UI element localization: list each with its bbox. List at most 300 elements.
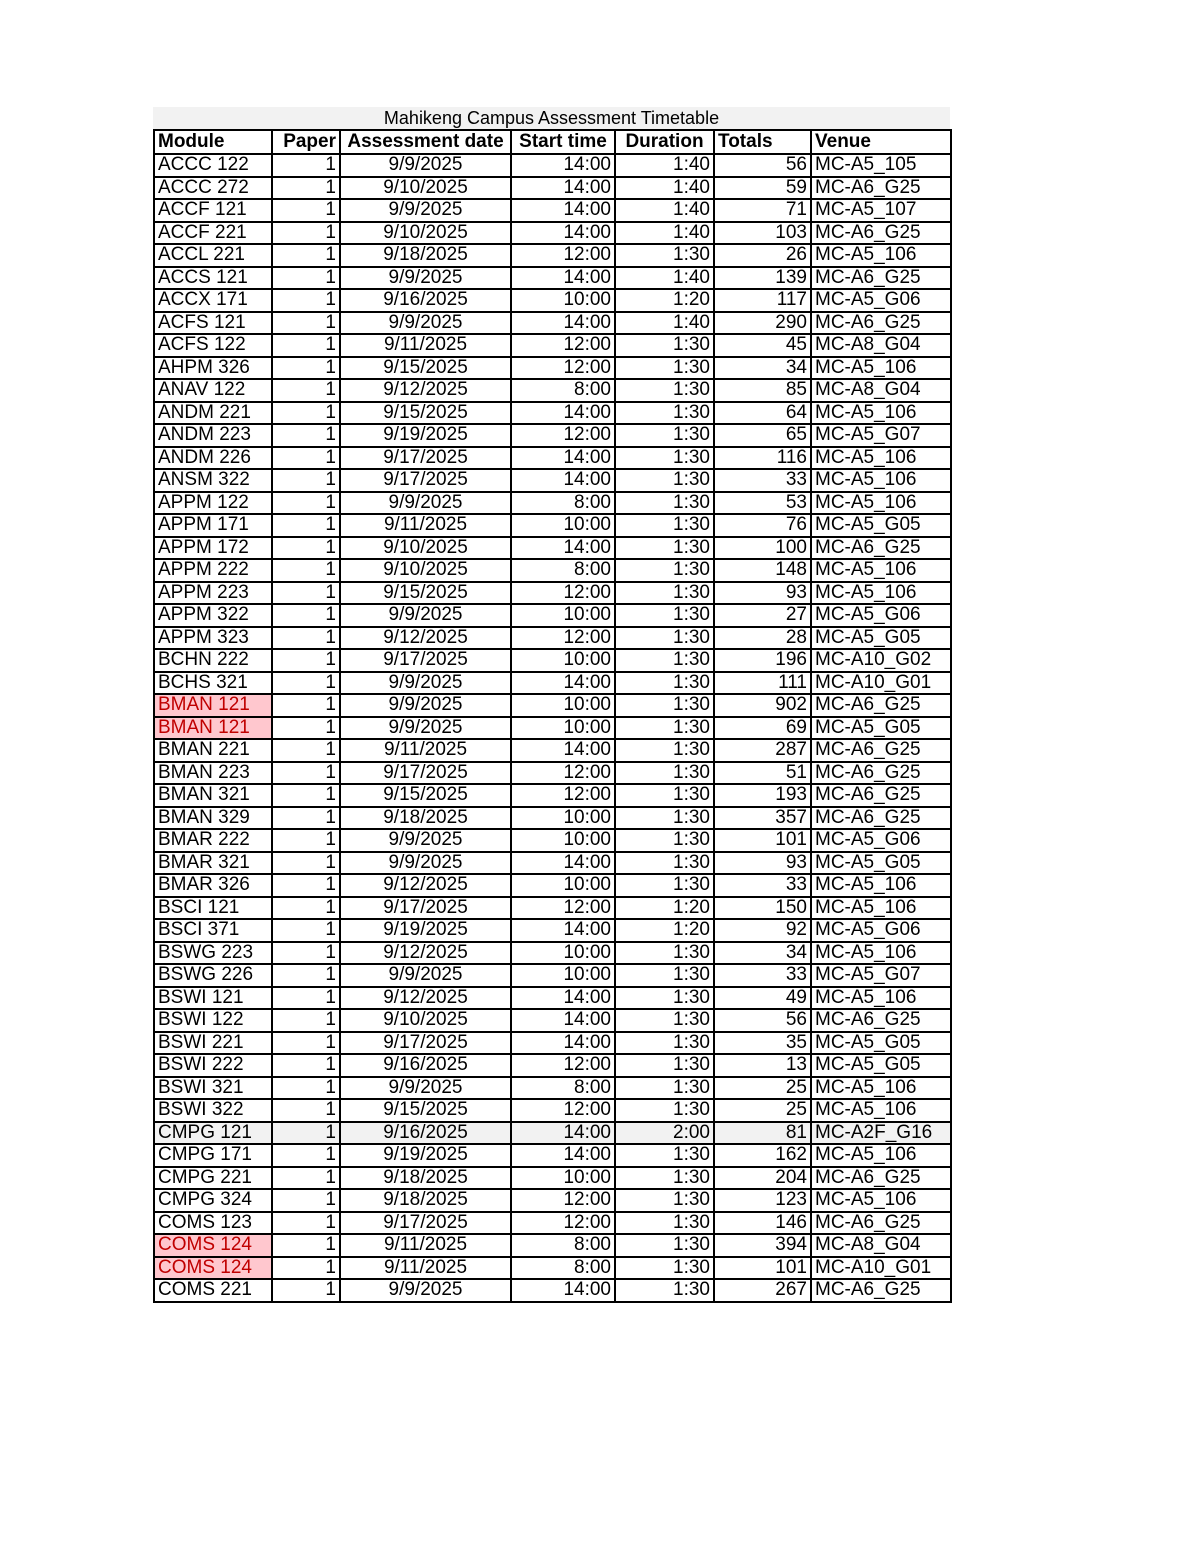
cell-start-time: 14:00 bbox=[511, 402, 615, 425]
cell-paper: 1 bbox=[272, 154, 340, 177]
cell-module: COMS 124 bbox=[154, 1234, 272, 1257]
cell-totals: 81 bbox=[714, 1122, 811, 1145]
cell-start-time: 12:00 bbox=[511, 1189, 615, 1212]
cell-paper: 1 bbox=[272, 919, 340, 942]
cell-module: BMAN 121 bbox=[154, 717, 272, 740]
cell-assessment-date: 9/12/2025 bbox=[340, 942, 511, 965]
cell-duration: 1:30 bbox=[615, 514, 714, 537]
cell-module: APPM 171 bbox=[154, 514, 272, 537]
cell-start-time: 8:00 bbox=[511, 1257, 615, 1280]
cell-duration: 2:00 bbox=[615, 1122, 714, 1145]
cell-totals: 162 bbox=[714, 1144, 811, 1167]
cell-module: BSWG 223 bbox=[154, 942, 272, 965]
cell-assessment-date: 9/12/2025 bbox=[340, 987, 511, 1010]
cell-duration: 1:30 bbox=[615, 604, 714, 627]
cell-totals: 196 bbox=[714, 649, 811, 672]
cell-venue: MC-A5_106 bbox=[811, 244, 951, 267]
cell-start-time: 12:00 bbox=[511, 582, 615, 605]
cell-totals: 267 bbox=[714, 1279, 811, 1302]
cell-duration: 1:30 bbox=[615, 694, 714, 717]
cell-totals: 33 bbox=[714, 874, 811, 897]
cell-venue: MC-A5_G05 bbox=[811, 514, 951, 537]
cell-venue: MC-A5_106 bbox=[811, 987, 951, 1010]
cell-paper: 1 bbox=[272, 1009, 340, 1032]
cell-start-time: 14:00 bbox=[511, 154, 615, 177]
cell-totals: 28 bbox=[714, 627, 811, 650]
cell-venue: MC-A6_G25 bbox=[811, 1167, 951, 1190]
table-row bbox=[154, 762, 951, 785]
cell-module: BMAN 121 bbox=[154, 694, 272, 717]
cell-duration: 1:30 bbox=[615, 852, 714, 875]
table-row bbox=[154, 829, 951, 852]
cell-start-time: 14:00 bbox=[511, 447, 615, 470]
column-header-assessment-date: Assessment date bbox=[340, 130, 511, 154]
cell-module: BMAR 321 bbox=[154, 852, 272, 875]
cell-paper: 1 bbox=[272, 222, 340, 245]
cell-module: COMS 124 bbox=[154, 1257, 272, 1280]
cell-venue: MC-A8_G04 bbox=[811, 1234, 951, 1257]
cell-totals: 139 bbox=[714, 267, 811, 290]
cell-paper: 1 bbox=[272, 964, 340, 987]
cell-start-time: 14:00 bbox=[511, 312, 615, 335]
cell-assessment-date: 9/19/2025 bbox=[340, 1144, 511, 1167]
table-row bbox=[154, 1077, 951, 1100]
cell-module: ANDM 221 bbox=[154, 402, 272, 425]
cell-duration: 1:30 bbox=[615, 739, 714, 762]
cell-paper: 1 bbox=[272, 1054, 340, 1077]
cell-venue: MC-A5_G06 bbox=[811, 289, 951, 312]
timetable-sheet bbox=[153, 107, 950, 1303]
cell-venue: MC-A5_106 bbox=[811, 1077, 951, 1100]
cell-module: APPM 223 bbox=[154, 582, 272, 605]
table-row bbox=[154, 514, 951, 537]
cell-assessment-date: 9/9/2025 bbox=[340, 852, 511, 875]
cell-duration: 1:30 bbox=[615, 1054, 714, 1077]
cell-venue: MC-A8_G04 bbox=[811, 379, 951, 402]
cell-start-time: 14:00 bbox=[511, 852, 615, 875]
cell-duration: 1:30 bbox=[615, 1077, 714, 1100]
cell-start-time: 12:00 bbox=[511, 357, 615, 380]
cell-duration: 1:30 bbox=[615, 649, 714, 672]
cell-totals: 71 bbox=[714, 199, 811, 222]
cell-venue: MC-A5_106 bbox=[811, 447, 951, 470]
cell-assessment-date: 9/9/2025 bbox=[340, 312, 511, 335]
table-row bbox=[154, 672, 951, 695]
cell-assessment-date: 9/15/2025 bbox=[340, 357, 511, 380]
cell-venue: MC-A6_G25 bbox=[811, 312, 951, 335]
cell-venue: MC-A5_G05 bbox=[811, 1054, 951, 1077]
cell-totals: 148 bbox=[714, 559, 811, 582]
cell-start-time: 8:00 bbox=[511, 559, 615, 582]
table-row bbox=[154, 402, 951, 425]
cell-venue: MC-A10_G01 bbox=[811, 672, 951, 695]
cell-module: ANDM 223 bbox=[154, 424, 272, 447]
cell-assessment-date: 9/17/2025 bbox=[340, 1032, 511, 1055]
table-row bbox=[154, 1122, 951, 1145]
cell-totals: 117 bbox=[714, 289, 811, 312]
cell-paper: 1 bbox=[272, 852, 340, 875]
cell-module: COMS 221 bbox=[154, 1279, 272, 1302]
cell-module: BMAN 329 bbox=[154, 807, 272, 830]
cell-totals: 193 bbox=[714, 784, 811, 807]
cell-totals: 92 bbox=[714, 919, 811, 942]
cell-totals: 35 bbox=[714, 1032, 811, 1055]
timetable-table bbox=[153, 129, 952, 1303]
table-row bbox=[154, 694, 951, 717]
cell-module: BMAR 222 bbox=[154, 829, 272, 852]
cell-totals: 93 bbox=[714, 852, 811, 875]
cell-duration: 1:30 bbox=[615, 379, 714, 402]
cell-paper: 1 bbox=[272, 199, 340, 222]
cell-duration: 1:30 bbox=[615, 627, 714, 650]
table-row bbox=[154, 154, 951, 177]
table-row bbox=[154, 582, 951, 605]
cell-duration: 1:30 bbox=[615, 1257, 714, 1280]
table-row bbox=[154, 784, 951, 807]
cell-start-time: 10:00 bbox=[511, 289, 615, 312]
cell-module: APPM 122 bbox=[154, 492, 272, 515]
cell-assessment-date: 9/10/2025 bbox=[340, 1009, 511, 1032]
cell-venue: MC-A6_G25 bbox=[811, 1212, 951, 1235]
cell-totals: 902 bbox=[714, 694, 811, 717]
cell-venue: MC-A6_G25 bbox=[811, 537, 951, 560]
cell-totals: 116 bbox=[714, 447, 811, 470]
cell-totals: 49 bbox=[714, 987, 811, 1010]
column-header-start-time: Start time bbox=[511, 130, 615, 154]
cell-totals: 111 bbox=[714, 672, 811, 695]
cell-venue: MC-A5_G07 bbox=[811, 424, 951, 447]
cell-assessment-date: 9/10/2025 bbox=[340, 559, 511, 582]
cell-assessment-date: 9/17/2025 bbox=[340, 447, 511, 470]
cell-totals: 34 bbox=[714, 357, 811, 380]
cell-paper: 1 bbox=[272, 1077, 340, 1100]
cell-totals: 76 bbox=[714, 514, 811, 537]
cell-paper: 1 bbox=[272, 559, 340, 582]
cell-start-time: 14:00 bbox=[511, 537, 615, 560]
table-row bbox=[154, 447, 951, 470]
cell-venue: MC-A5_G06 bbox=[811, 604, 951, 627]
cell-totals: 56 bbox=[714, 1009, 811, 1032]
cell-assessment-date: 9/17/2025 bbox=[340, 897, 511, 920]
cell-assessment-date: 9/11/2025 bbox=[340, 739, 511, 762]
cell-start-time: 14:00 bbox=[511, 469, 615, 492]
cell-start-time: 14:00 bbox=[511, 1009, 615, 1032]
cell-assessment-date: 9/11/2025 bbox=[340, 334, 511, 357]
cell-start-time: 12:00 bbox=[511, 762, 615, 785]
cell-module: AHPM 326 bbox=[154, 357, 272, 380]
cell-duration: 1:30 bbox=[615, 402, 714, 425]
cell-module: APPM 172 bbox=[154, 537, 272, 560]
cell-totals: 34 bbox=[714, 942, 811, 965]
cell-venue: MC-A5_106 bbox=[811, 469, 951, 492]
table-row bbox=[154, 1257, 951, 1280]
cell-duration: 1:40 bbox=[615, 154, 714, 177]
cell-assessment-date: 9/9/2025 bbox=[340, 829, 511, 852]
cell-start-time: 12:00 bbox=[511, 784, 615, 807]
cell-start-time: 8:00 bbox=[511, 379, 615, 402]
cell-totals: 33 bbox=[714, 469, 811, 492]
cell-duration: 1:30 bbox=[615, 942, 714, 965]
table-row bbox=[154, 1054, 951, 1077]
cell-duration: 1:20 bbox=[615, 289, 714, 312]
cell-duration: 1:30 bbox=[615, 672, 714, 695]
cell-module: BSWI 322 bbox=[154, 1099, 272, 1122]
cell-assessment-date: 9/11/2025 bbox=[340, 1257, 511, 1280]
column-header-module: Module bbox=[154, 130, 272, 154]
cell-venue: MC-A8_G04 bbox=[811, 334, 951, 357]
table-row bbox=[154, 244, 951, 267]
cell-assessment-date: 9/18/2025 bbox=[340, 1167, 511, 1190]
cell-start-time: 12:00 bbox=[511, 244, 615, 267]
cell-duration: 1:40 bbox=[615, 199, 714, 222]
cell-duration: 1:30 bbox=[615, 537, 714, 560]
cell-module: BSWI 222 bbox=[154, 1054, 272, 1077]
cell-module: APPM 222 bbox=[154, 559, 272, 582]
cell-duration: 1:30 bbox=[615, 964, 714, 987]
cell-assessment-date: 9/15/2025 bbox=[340, 582, 511, 605]
cell-duration: 1:30 bbox=[615, 784, 714, 807]
cell-start-time: 8:00 bbox=[511, 492, 615, 515]
cell-totals: 26 bbox=[714, 244, 811, 267]
cell-totals: 123 bbox=[714, 1189, 811, 1212]
cell-venue: MC-A2F_G16 bbox=[811, 1122, 951, 1145]
cell-module: ACFS 121 bbox=[154, 312, 272, 335]
cell-venue: MC-A5_106 bbox=[811, 1099, 951, 1122]
table-row bbox=[154, 1212, 951, 1235]
cell-duration: 1:20 bbox=[615, 897, 714, 920]
cell-totals: 146 bbox=[714, 1212, 811, 1235]
cell-module: APPM 323 bbox=[154, 627, 272, 650]
table-row bbox=[154, 627, 951, 650]
cell-module: ANSM 322 bbox=[154, 469, 272, 492]
table-row bbox=[154, 1099, 951, 1122]
cell-venue: MC-A5_106 bbox=[811, 897, 951, 920]
cell-paper: 1 bbox=[272, 334, 340, 357]
cell-venue: MC-A10_G02 bbox=[811, 649, 951, 672]
cell-venue: MC-A5_G05 bbox=[811, 1032, 951, 1055]
cell-duration: 1:40 bbox=[615, 312, 714, 335]
cell-paper: 1 bbox=[272, 447, 340, 470]
cell-duration: 1:30 bbox=[615, 424, 714, 447]
cell-duration: 1:30 bbox=[615, 717, 714, 740]
cell-assessment-date: 9/15/2025 bbox=[340, 1099, 511, 1122]
cell-assessment-date: 9/15/2025 bbox=[340, 784, 511, 807]
cell-duration: 1:30 bbox=[615, 1279, 714, 1302]
cell-start-time: 10:00 bbox=[511, 942, 615, 965]
cell-assessment-date: 9/17/2025 bbox=[340, 469, 511, 492]
table-row bbox=[154, 267, 951, 290]
table-row bbox=[154, 807, 951, 830]
column-header-venue: Venue bbox=[811, 130, 951, 154]
cell-duration: 1:30 bbox=[615, 1032, 714, 1055]
cell-module: ACCS 121 bbox=[154, 267, 272, 290]
cell-totals: 56 bbox=[714, 154, 811, 177]
cell-paper: 1 bbox=[272, 582, 340, 605]
cell-totals: 290 bbox=[714, 312, 811, 335]
table-row bbox=[154, 1189, 951, 1212]
cell-paper: 1 bbox=[272, 739, 340, 762]
cell-totals: 101 bbox=[714, 1257, 811, 1280]
cell-venue: MC-A6_G25 bbox=[811, 807, 951, 830]
cell-paper: 1 bbox=[272, 1279, 340, 1302]
table-row bbox=[154, 1167, 951, 1190]
cell-module: BSWI 221 bbox=[154, 1032, 272, 1055]
cell-venue: MC-A6_G25 bbox=[811, 739, 951, 762]
cell-assessment-date: 9/10/2025 bbox=[340, 537, 511, 560]
table-row bbox=[154, 1234, 951, 1257]
cell-start-time: 14:00 bbox=[511, 1122, 615, 1145]
cell-totals: 13 bbox=[714, 1054, 811, 1077]
cell-totals: 85 bbox=[714, 379, 811, 402]
cell-module: ANDM 226 bbox=[154, 447, 272, 470]
cell-assessment-date: 9/9/2025 bbox=[340, 199, 511, 222]
cell-venue: MC-A5_106 bbox=[811, 582, 951, 605]
table-row bbox=[154, 469, 951, 492]
cell-paper: 1 bbox=[272, 492, 340, 515]
cell-assessment-date: 9/18/2025 bbox=[340, 244, 511, 267]
cell-totals: 150 bbox=[714, 897, 811, 920]
cell-paper: 1 bbox=[272, 244, 340, 267]
cell-paper: 1 bbox=[272, 514, 340, 537]
cell-venue: MC-A5_106 bbox=[811, 492, 951, 515]
cell-paper: 1 bbox=[272, 942, 340, 965]
cell-duration: 1:30 bbox=[615, 762, 714, 785]
table-row bbox=[154, 222, 951, 245]
cell-paper: 1 bbox=[272, 672, 340, 695]
table-row bbox=[154, 177, 951, 200]
cell-module: CMPG 324 bbox=[154, 1189, 272, 1212]
cell-assessment-date: 9/12/2025 bbox=[340, 379, 511, 402]
cell-start-time: 10:00 bbox=[511, 604, 615, 627]
cell-totals: 45 bbox=[714, 334, 811, 357]
cell-module: ACCF 121 bbox=[154, 199, 272, 222]
cell-module: ACFS 122 bbox=[154, 334, 272, 357]
cell-start-time: 12:00 bbox=[511, 1054, 615, 1077]
cell-paper: 1 bbox=[272, 1032, 340, 1055]
cell-start-time: 14:00 bbox=[511, 267, 615, 290]
cell-start-time: 10:00 bbox=[511, 1167, 615, 1190]
cell-totals: 204 bbox=[714, 1167, 811, 1190]
cell-assessment-date: 9/11/2025 bbox=[340, 514, 511, 537]
cell-venue: MC-A5_106 bbox=[811, 874, 951, 897]
cell-module: BSWG 226 bbox=[154, 964, 272, 987]
cell-paper: 1 bbox=[272, 312, 340, 335]
table-row bbox=[154, 739, 951, 762]
cell-assessment-date: 9/9/2025 bbox=[340, 694, 511, 717]
cell-module: BSCI 371 bbox=[154, 919, 272, 942]
cell-duration: 1:30 bbox=[615, 1167, 714, 1190]
cell-venue: MC-A6_G25 bbox=[811, 1009, 951, 1032]
cell-totals: 103 bbox=[714, 222, 811, 245]
cell-module: APPM 322 bbox=[154, 604, 272, 627]
cell-module: BMAN 223 bbox=[154, 762, 272, 785]
cell-module: ACCL 221 bbox=[154, 244, 272, 267]
table-row bbox=[154, 1144, 951, 1167]
cell-paper: 1 bbox=[272, 402, 340, 425]
cell-venue: MC-A5_106 bbox=[811, 402, 951, 425]
cell-duration: 1:30 bbox=[615, 829, 714, 852]
table-row bbox=[154, 537, 951, 560]
cell-duration: 1:30 bbox=[615, 559, 714, 582]
cell-duration: 1:30 bbox=[615, 469, 714, 492]
table-row bbox=[154, 357, 951, 380]
cell-start-time: 14:00 bbox=[511, 222, 615, 245]
cell-assessment-date: 9/10/2025 bbox=[340, 177, 511, 200]
cell-venue: MC-A6_G25 bbox=[811, 222, 951, 245]
cell-module: BSWI 121 bbox=[154, 987, 272, 1010]
cell-totals: 53 bbox=[714, 492, 811, 515]
cell-module: ACCX 171 bbox=[154, 289, 272, 312]
cell-assessment-date: 9/10/2025 bbox=[340, 222, 511, 245]
cell-venue: MC-A5_G06 bbox=[811, 829, 951, 852]
cell-venue: MC-A6_G25 bbox=[811, 267, 951, 290]
table-row bbox=[154, 379, 951, 402]
table-row bbox=[154, 1009, 951, 1032]
cell-duration: 1:30 bbox=[615, 244, 714, 267]
cell-assessment-date: 9/9/2025 bbox=[340, 964, 511, 987]
cell-start-time: 12:00 bbox=[511, 627, 615, 650]
cell-paper: 1 bbox=[272, 807, 340, 830]
cell-start-time: 10:00 bbox=[511, 829, 615, 852]
cell-paper: 1 bbox=[272, 987, 340, 1010]
cell-paper: 1 bbox=[272, 1144, 340, 1167]
cell-start-time: 12:00 bbox=[511, 334, 615, 357]
cell-start-time: 14:00 bbox=[511, 739, 615, 762]
cell-paper: 1 bbox=[272, 424, 340, 447]
cell-module: BSWI 321 bbox=[154, 1077, 272, 1100]
cell-start-time: 10:00 bbox=[511, 514, 615, 537]
cell-module: ANAV 122 bbox=[154, 379, 272, 402]
cell-venue: MC-A5_106 bbox=[811, 357, 951, 380]
cell-venue: MC-A5_106 bbox=[811, 1189, 951, 1212]
cell-start-time: 14:00 bbox=[511, 1144, 615, 1167]
cell-assessment-date: 9/17/2025 bbox=[340, 1212, 511, 1235]
cell-totals: 93 bbox=[714, 582, 811, 605]
cell-venue: MC-A10_G01 bbox=[811, 1257, 951, 1280]
cell-venue: MC-A5_106 bbox=[811, 559, 951, 582]
cell-totals: 65 bbox=[714, 424, 811, 447]
table-row bbox=[154, 334, 951, 357]
table-row bbox=[154, 897, 951, 920]
cell-module: CMPG 121 bbox=[154, 1122, 272, 1145]
cell-assessment-date: 9/9/2025 bbox=[340, 267, 511, 290]
cell-module: ACCC 122 bbox=[154, 154, 272, 177]
cell-paper: 1 bbox=[272, 1099, 340, 1122]
cell-paper: 1 bbox=[272, 627, 340, 650]
table-row bbox=[154, 919, 951, 942]
cell-start-time: 14:00 bbox=[511, 1032, 615, 1055]
cell-duration: 1:30 bbox=[615, 447, 714, 470]
cell-start-time: 14:00 bbox=[511, 177, 615, 200]
cell-duration: 1:30 bbox=[615, 874, 714, 897]
table-body bbox=[154, 154, 951, 1302]
cell-venue: MC-A5_G05 bbox=[811, 627, 951, 650]
header-row bbox=[154, 130, 951, 154]
cell-paper: 1 bbox=[272, 289, 340, 312]
cell-assessment-date: 9/15/2025 bbox=[340, 402, 511, 425]
cell-module: BSWI 122 bbox=[154, 1009, 272, 1032]
cell-start-time: 10:00 bbox=[511, 717, 615, 740]
cell-totals: 100 bbox=[714, 537, 811, 560]
table-row bbox=[154, 942, 951, 965]
cell-paper: 1 bbox=[272, 694, 340, 717]
cell-paper: 1 bbox=[272, 1234, 340, 1257]
cell-venue: MC-A5_106 bbox=[811, 942, 951, 965]
cell-module: CMPG 221 bbox=[154, 1167, 272, 1190]
cell-paper: 1 bbox=[272, 897, 340, 920]
cell-assessment-date: 9/12/2025 bbox=[340, 627, 511, 650]
cell-totals: 101 bbox=[714, 829, 811, 852]
